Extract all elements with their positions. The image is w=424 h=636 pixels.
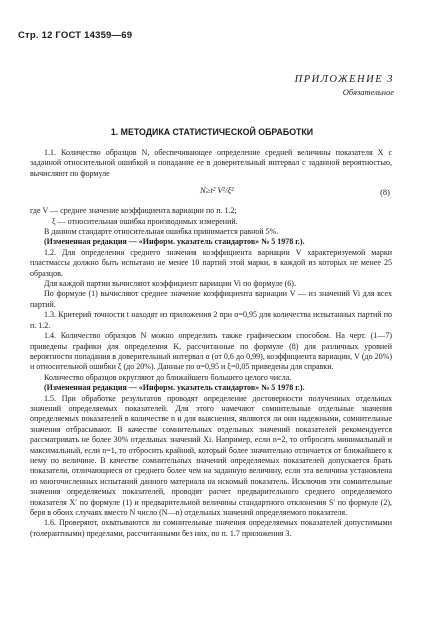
- paragraph: 1.4. Количество образцов N можно определить также графическим способом. На черт. (1—7) приведены графики для определения K, рассчитанные по формуле (8) для различных уровней вероятности попадания в доверительный интервал α (от 0,6 до 0,99), коэффициента вариации, V (до 20%) и относительной ошибки ξ (до 20%). Данные по α=0,95 и ξ=0,05 приведены для справки.: [30, 331, 392, 372]
- paragraph: ξ — относительная ошибка производимых измерений.: [52, 216, 238, 226]
- paragraph: 1.6. Проверяют, охватываются ли сомнительные значения определяемых показателей допустимыми (толерантными) пределами, рассчитанными без них, по п. 1.7 приложения 3.: [30, 518, 392, 538]
- paragraph: где V — среднее значение коэффициента вариации по п. 1.2;: [30, 206, 237, 216]
- paragraph: Для каждой партии вычисляют коэффициент вариации Vi по формуле (6).: [44, 279, 296, 289]
- amendment-note: (Измененная редакция — «Информ. указатель стандартов» № 5 1978 г.).: [44, 237, 305, 247]
- section-title: 1. МЕТОДИКА СТАТИСТИЧЕСКОЙ ОБРАБОТКИ: [110, 127, 314, 137]
- paragraph: В данном стандарте относительная ошибка принимается равной 5%.: [44, 227, 279, 237]
- paragraph: Количество образцов округляют до ближайшего большего целого числа.: [44, 372, 292, 382]
- formula-8: [30, 181, 392, 203]
- amendment-note: (Измененная редакция — «Информ. указатель стандартов» № 5 1978 г.).: [44, 383, 305, 393]
- paragraph: По формуле (1) вычисляют среднее значение коэффициента вариации V — из значений Vi для всех партий.: [30, 289, 392, 309]
- appendix-subtitle: Обязательное: [342, 87, 394, 97]
- paragraph: 1.2. Для определения среднего значения коэффициента вариации V характеризуемой марки пластмассы должно быть испытано не менее 10 партий этой марки, в каждой из которых не менее 25 образцов.: [30, 247, 392, 278]
- appendix-title: ПРИЛОЖЕНИЕ 3: [294, 74, 394, 85]
- formula-expression: N≥t² V²/ξ²: [200, 185, 234, 196]
- formula-number: (8): [380, 187, 390, 198]
- paragraph: 1.5. При обработке результатов проводят определение достоверности полученных отдельных значений определяемых показателей. Для этого намечают сомнительные отдельные значения определяемых показателей в количестве n и для выяснения, являются ли они надежными, сомнительные значения отбрасывают. В качестве сомнительных отдельных значений показателей рекомендуется рассматривать не более 30% отдельных значений Xi. Например, если n=2, то отбросить минимальный и максимальный, если n=1, то отбросить крайний, который более значительно отличается от ближайшего к нему по величине. В качестве сомнительных значений определяемых показателей допускается брать показатели, отличающиеся от среднего более чем на заданную величину, если эта величина установлена из многочисленных испытаний данного материала на искомый показатель. Исключив эти сомнительные значения определяемых показателей, проводят расчет предварительного среднего определяемого показателя X′ по формуле (1) и предварительной величины стандартного отклонения S′ по формуле (2), беря в обоих случаях вместо N число (N—n) отдельных значений определяемого показателя.: [30, 393, 392, 517]
- body-text: [30, 148, 392, 539]
- paragraph: 1.3. Критерий точности t находят из приложения 2 при α=0,95 для количества испытанных партий по п. 1.2.: [30, 310, 392, 330]
- page-header: Стр. 12 ГОСТ 14359—69: [18, 30, 133, 41]
- paragraph: 1.1. Количество образцов N, обеспечивающее определение средней величины показателя X с заданной относительной ошибкой и попадание ее в доверительный интервал с заданной вероятностью, вычисляют по формуле: [30, 148, 392, 178]
- appendix-block: [295, 74, 394, 98]
